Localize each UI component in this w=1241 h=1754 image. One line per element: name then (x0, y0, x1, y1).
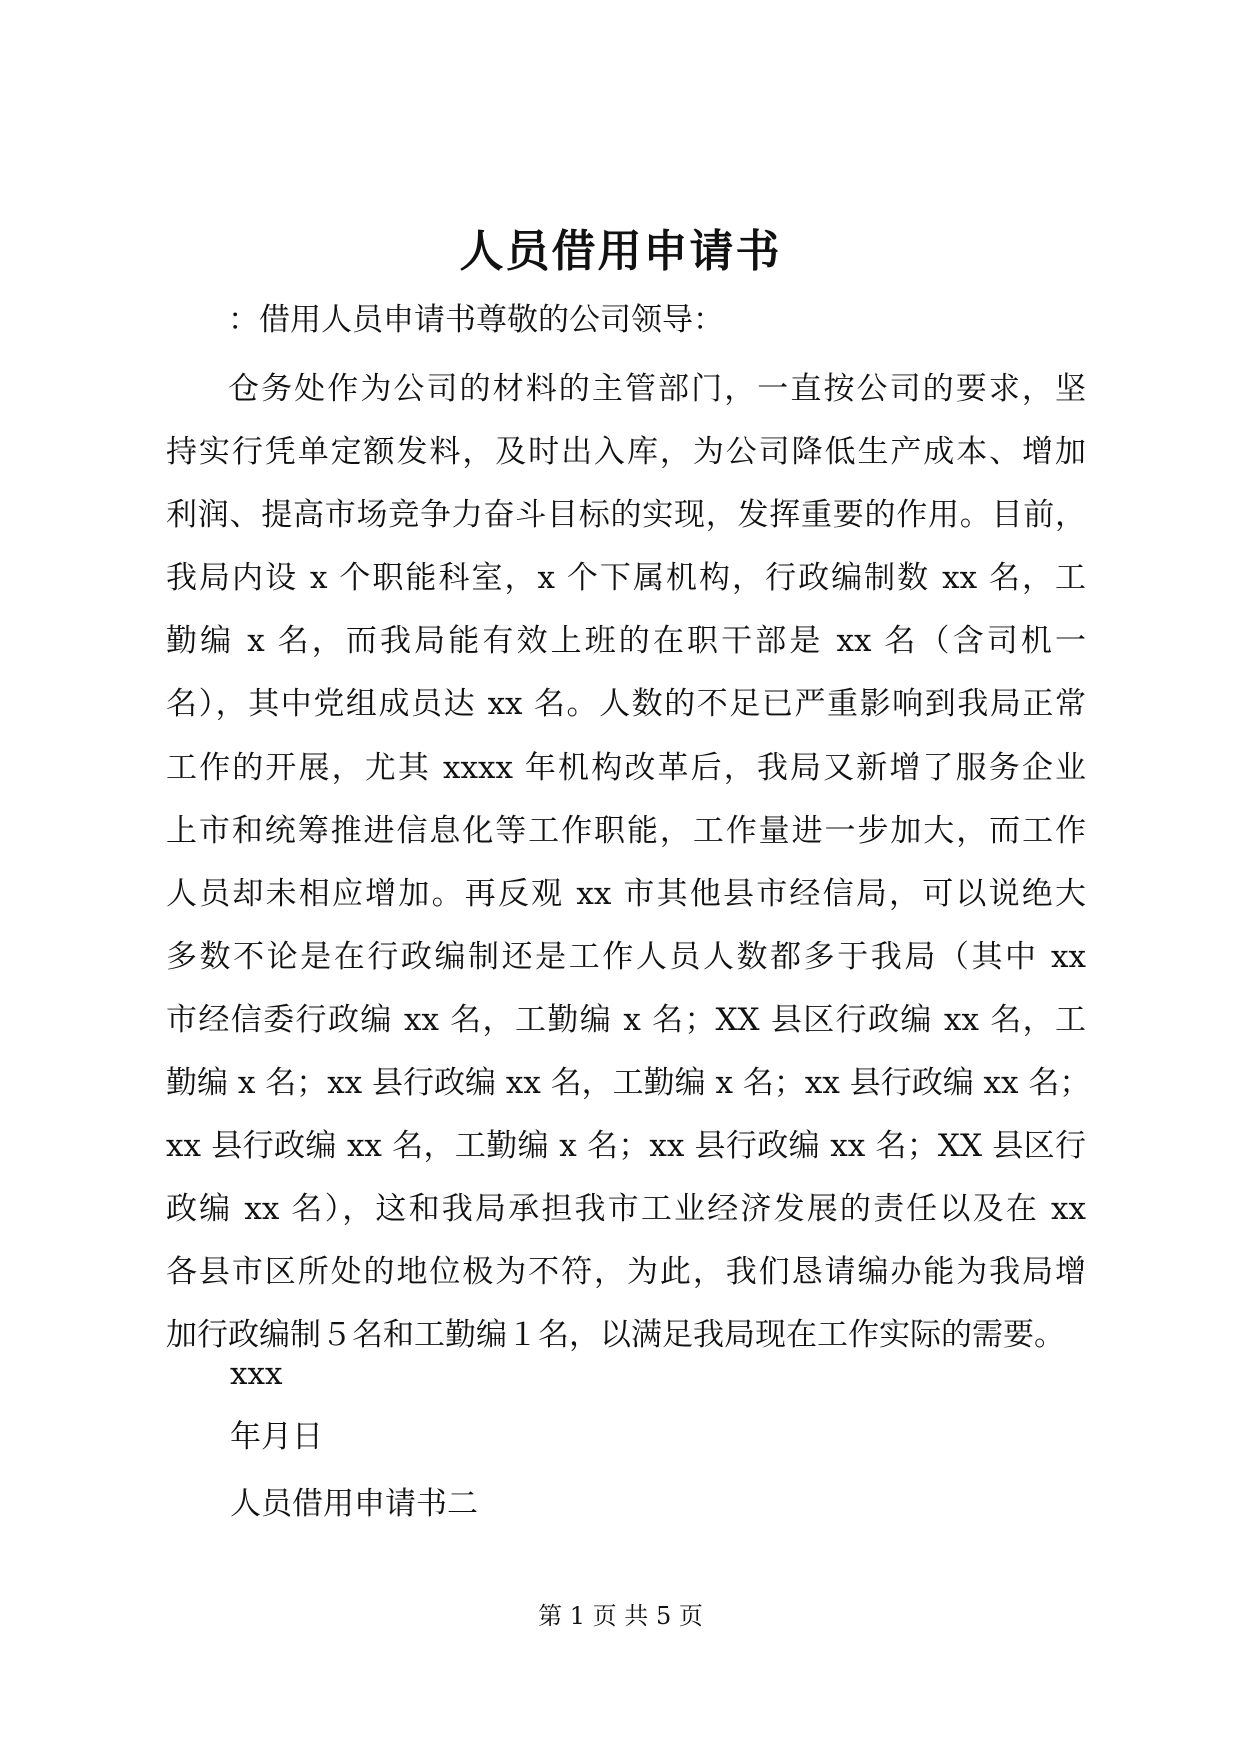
body-line: 各县市区所处的地位极为不符，为此，我们恳请编办能为我局增 (166, 1254, 1086, 1291)
body-line: 我局内设 x 个职能科室，x 个下属机构，行政编制数 xx 名，工 (166, 560, 1086, 597)
body-paragraph (166, 358, 1091, 1368)
body-line: 人员却未相应增加。再反观 xx 市其他县市经信局，可以说绝大 (166, 875, 1086, 912)
body-line: 名），其中党组成员达 xx 名。人数的不足已严重影响到我局正常 (166, 686, 1086, 723)
body-line: 市经信委行政编 xx 名，工勤编 x 名；XX 县区行政编 xx 名，工 (166, 1001, 1086, 1038)
body-line: 政编 xx 名），这和我局承担我市工业经济发展的责任以及在 xx (166, 1191, 1086, 1228)
next-section-title: 人员借用申请书二 (230, 1486, 478, 1522)
body-line: 多数不论是在行政编制还是工作人员人数都多于我局（其中 xx (166, 938, 1086, 975)
salutation: ：借用人员申请书尊敬的公司领导： (228, 302, 724, 338)
signature-name: xxx (230, 1356, 283, 1392)
body-line: 勤编 x 名；xx 县行政编 xx 名，工勤编 x 名；xx 县行政编 xx 名； (166, 1065, 1091, 1102)
body-line: 勤编 x 名，而我局能有效上班的在职干部是 xx 名（含司机一 (166, 623, 1086, 660)
body-line: 仓务处作为公司的材料的主管部门，一直按公司的要求，坚 (228, 371, 1086, 407)
body-line: 工作的开展，尤其 xxxx 年机构改革后，我局又新增了服务企业 (166, 749, 1086, 786)
page-footer: 第 1 页 共 5 页 (538, 1602, 703, 1630)
body-line: 利润、提高市场竞争力奋斗目标的实现，发挥重要的作用。目前， (166, 497, 1086, 534)
body-line: 持实行凭单定额发料，及时出入库，为公司降低生产成本、增加 (166, 434, 1086, 471)
body-line: 上市和统筹推进信息化等工作职能，工作量进一步加大，而工作 (166, 812, 1086, 849)
body-line: xx 县行政编 xx 名，工勤编 x 名；xx 县行政编 xx 名；XX 县区行 (166, 1128, 1086, 1165)
document-title: 人员借用申请书 (459, 226, 782, 277)
signature-date: 年月日 (230, 1419, 323, 1455)
body-line: 加行政编制５名和工勤编１名，以满足我局现在工作实际的需要。 (166, 1317, 1065, 1354)
